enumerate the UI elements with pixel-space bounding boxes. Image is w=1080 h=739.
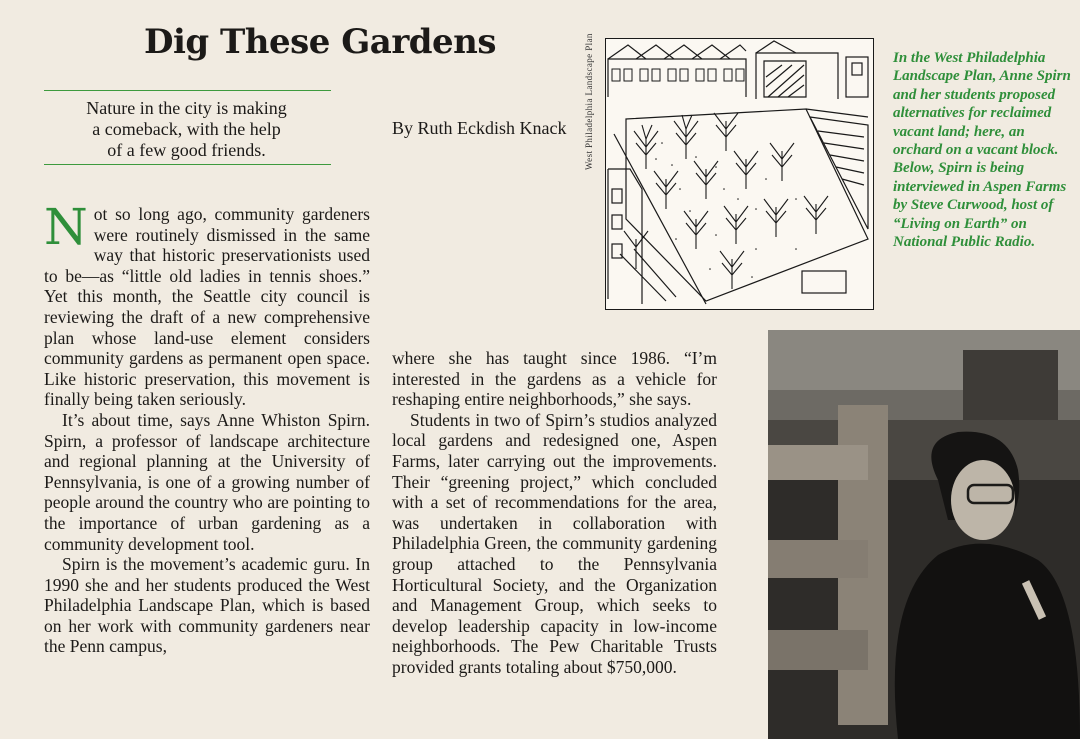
byline: By Ruth Eckdish Knack [392,118,567,138]
paragraph [44,198,370,410]
paragraph-text: ot so long ago, community gardeners were routinely dismissed in the same way that historic preservationists used to be—as “little old ladies in tennis shoes.” Yet this month, the Seattle city council is reviewing the draft of a new comprehensive plan whose land-use element considers community gardens as permanent open space. Like historic preservation, this movement is finally being taken seriously. [44,204,370,410]
body-column-1 [44,198,370,657]
orchard-drawing [606,39,873,309]
paragraph: It’s about time, says Anne Whiston Spirn. Spirn, a professor of landscape architecture and regional planning at the University of Pennsylvania, is one of a growing number of people around the country who are pointing to the importance of urban gardening as a community development tool. [44,409,370,554]
illustration-credit: West Philadelphia Landscape Plan [584,33,594,170]
deck-line-2: a comeback, with the help [92,119,281,139]
interview-photo-drawing [768,330,1080,739]
interview-photo [768,330,1080,739]
deck [44,98,329,161]
headline: Dig These Gardens [143,22,497,62]
paragraph: where she has taught since 1986. “I’m interested in the gardens as a vehicle for reshaping entire neighborhoods,” she says. [392,348,717,410]
top-rule [44,90,331,91]
paragraph: Spirn is the movement’s academic guru. In 1990 she and her students produced the West Philadelphia Landscape Plan, which is based on her work with community gardeners near the Penn campus, [44,554,370,657]
deck-line-3: of a few good friends. [107,140,266,160]
drop-cap: N [44,198,88,256]
body-column-2 [392,348,717,678]
deck-line-1: Nature in the city is making [86,98,287,118]
orchard-illustration [605,38,874,310]
photo-caption: In the West Philadelphia Landscape Plan, Anne Spirn and her students proposed alternatives for reclaimed vacant land; here, an orchard on a vacant block. Below, Spirn is being interviewed in Aspen Farms by Steve Curwood, host of “Living on Earth” on National Public Radio. [893,50,1071,251]
bottom-rule [44,164,331,165]
paragraph: Students in two of Spirn’s studios analyzed local gardens and redesigned one, Aspen Farms, later carrying out the improvements. Their “greening project,” which concluded with a set of recommendations for the area, was undertaken in collaboration with Philadelphia Green, the community gardening group attached to the Pennsylvania Horticultural Society, and the Organization and Management Group, which seeks to develop leadership capacity in low-income neighborhoods. The Pew Charitable Trusts provided grants totaling about $750,000. [392,409,717,677]
